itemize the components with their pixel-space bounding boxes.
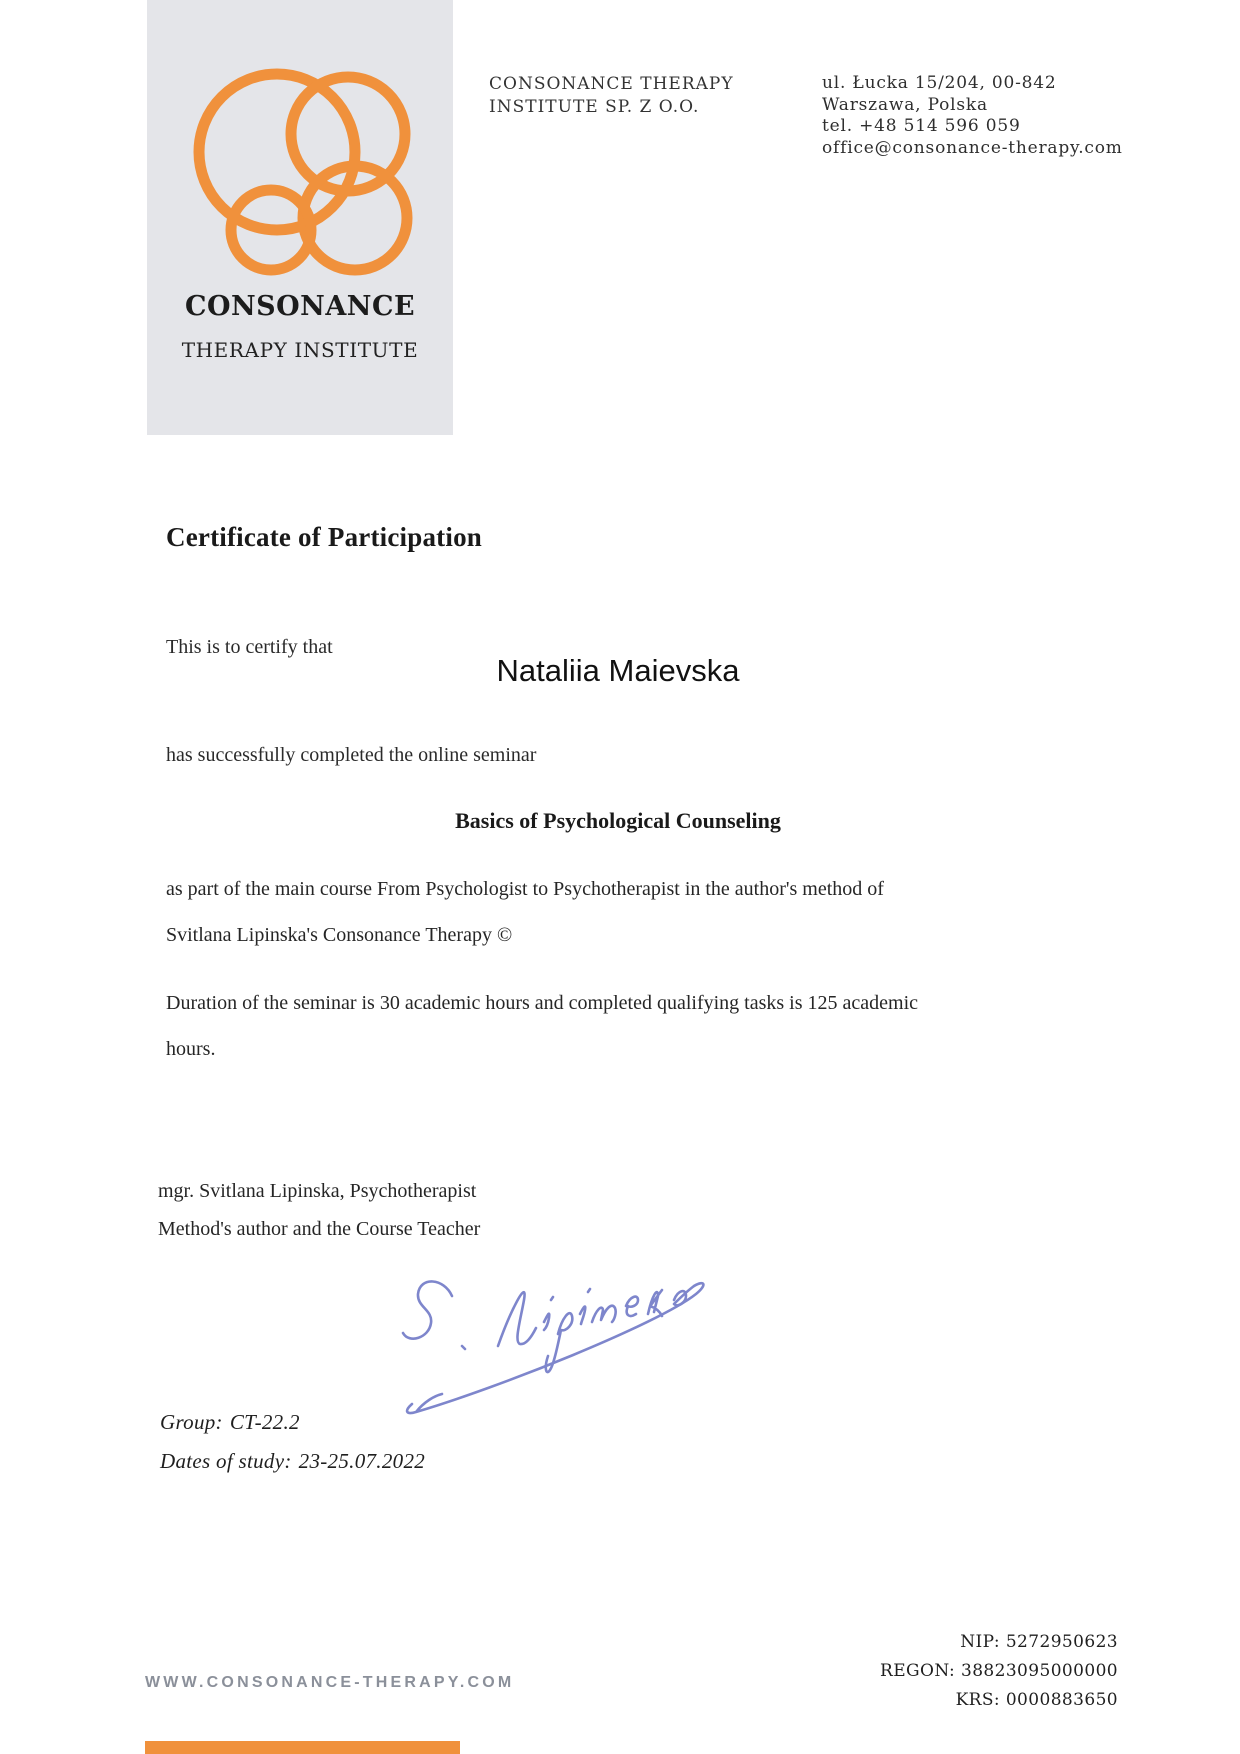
header-address-block bbox=[822, 73, 1162, 159]
logo-box bbox=[147, 0, 453, 435]
address-city: Warszawa, Polska bbox=[822, 94, 988, 115]
company-ids-block bbox=[718, 1628, 1118, 1715]
dates-value: 23-25.07.2022 bbox=[298, 1449, 426, 1473]
signature-image bbox=[378, 1248, 708, 1428]
krs-line: KRS: 0000883650 bbox=[955, 1690, 1118, 1710]
dates-line bbox=[160, 1449, 425, 1474]
duration-paragraph bbox=[166, 980, 1086, 1072]
group-line bbox=[160, 1410, 300, 1435]
completed-line: has successfully completed the online seminar bbox=[166, 744, 537, 766]
duration-paragraph-line2: hours. bbox=[166, 1038, 216, 1060]
address-phone: tel. +48 514 596 059 bbox=[822, 116, 1021, 136]
signature-stroke-flourish bbox=[407, 1283, 703, 1413]
logo-name: CONSONANCE bbox=[184, 291, 416, 322]
signature-stroke-name bbox=[498, 1286, 694, 1372]
regon-line: REGON: 38823095000000 bbox=[880, 1661, 1118, 1681]
signature-stroke-s bbox=[403, 1281, 465, 1349]
course-paragraph-line2: Svitlana Lipinska's Consonance Therapy © bbox=[166, 924, 513, 946]
address-email: office@consonance-therapy.com bbox=[822, 137, 1123, 158]
duration-paragraph-line1: Duration of the seminar is 30 academic hours and completed qualifying tasks is 125 academic bbox=[166, 992, 919, 1014]
nip-line: NIP: 5272950623 bbox=[960, 1632, 1118, 1652]
bottom-accent-bar bbox=[145, 1741, 460, 1754]
logo-subtitle: THERAPY INSTITUTE bbox=[181, 338, 419, 362]
four-interlocking-rings-icon bbox=[187, 60, 417, 280]
group-value: CT-22.2 bbox=[229, 1410, 300, 1434]
website-url: WWW.CONSONANCE-THERAPY.COM bbox=[145, 1674, 515, 1691]
company-name-line1: CONSONANCE THERAPY bbox=[489, 74, 734, 94]
address-street: ul. Łucka 15/204, 00-842 bbox=[822, 73, 1057, 93]
teacher-line2: Method's author and the Course Teacher bbox=[158, 1218, 481, 1240]
recipient-name: Nataliia Maievska bbox=[496, 653, 740, 688]
company-name-line2: INSTITUTE SP. Z O.O. bbox=[489, 97, 700, 117]
course-paragraph bbox=[166, 866, 1086, 958]
course-paragraph-line1: as part of the main course From Psychologist to Psychotherapist in the author's method of bbox=[166, 878, 884, 900]
teacher-block bbox=[158, 1172, 480, 1248]
seminar-title: Basics of Psychological Counseling bbox=[455, 808, 781, 833]
group-label: Group: bbox=[160, 1410, 223, 1434]
certify-line: This is to certify that bbox=[166, 636, 333, 658]
certificate-title: Certificate of Participation bbox=[166, 522, 482, 552]
header-company-name bbox=[489, 73, 799, 119]
dates-label: Dates of study: bbox=[160, 1449, 292, 1473]
teacher-line1: mgr. Svitlana Lipinska, Psychotherapist bbox=[158, 1180, 477, 1202]
